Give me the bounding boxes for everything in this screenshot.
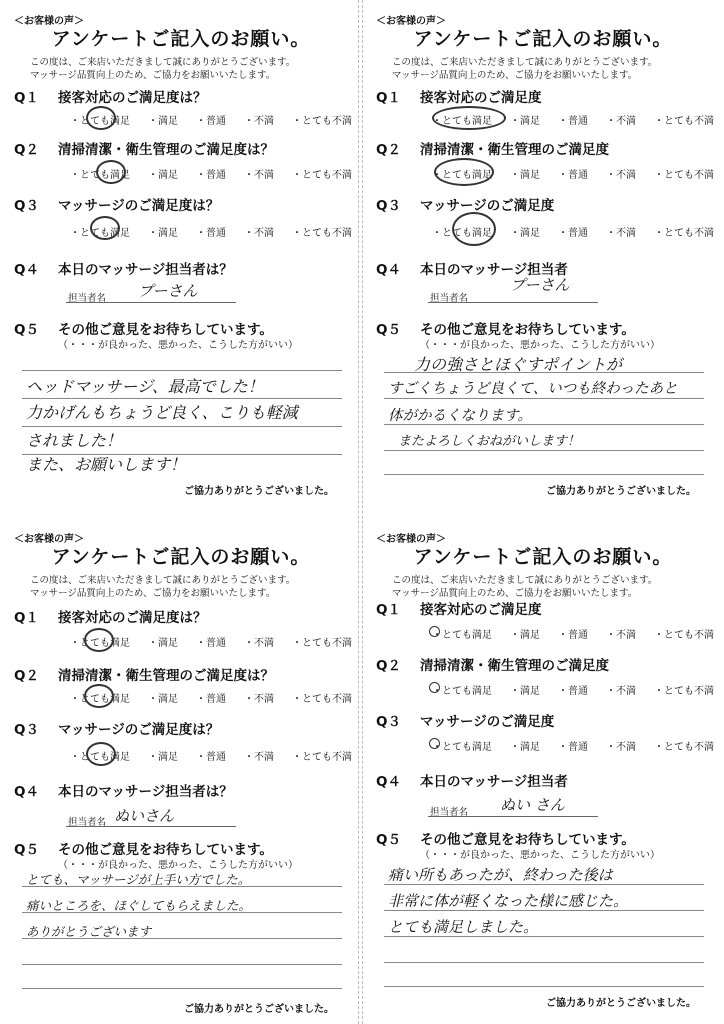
survey-card xyxy=(6,4,356,504)
staff-label: 担当者名 xyxy=(430,807,469,818)
comment-text[interactable]: とても満足しました。 xyxy=(388,918,539,936)
question-number: Q４ xyxy=(14,784,39,800)
option-neutral[interactable]: ・普通 xyxy=(196,228,226,239)
question-text: その他ご意見をお待ちしています。 xyxy=(420,832,635,848)
option-very-satisfied[interactable]: ・とても満足 xyxy=(70,116,130,127)
staff-label: 担当者名 xyxy=(68,817,107,828)
question-number: Q５ xyxy=(376,322,401,338)
comment-line xyxy=(384,398,704,399)
question-4 xyxy=(14,780,233,800)
question-number: Q３ xyxy=(376,198,401,214)
option-neutral[interactable]: ・普通 xyxy=(558,686,588,697)
option-neutral[interactable]: ・普通 xyxy=(196,116,226,127)
intro-line: マッサージ品質向上のため、ご協力をお願いいたします。 xyxy=(30,70,276,81)
thanks-note: ご協力ありがとうございました。 xyxy=(184,486,334,497)
option-very-dissatisfied[interactable]: ・とても不満 xyxy=(654,630,714,641)
option-satisfied[interactable]: ・満足 xyxy=(148,638,178,649)
option-neutral[interactable]: ・普通 xyxy=(558,116,588,127)
card-intro xyxy=(392,574,657,600)
comment-line xyxy=(384,450,704,451)
option-dissatisfied[interactable]: ・不満 xyxy=(606,630,636,641)
option-neutral[interactable]: ・普通 xyxy=(558,170,588,181)
question-number: Q３ xyxy=(376,714,401,730)
question-text: 本日のマッサージ担当者は？ xyxy=(58,784,233,800)
card-intro xyxy=(392,56,657,82)
option-neutral[interactable]: ・普通 xyxy=(558,742,588,753)
comment-text[interactable]: とても、マッサージが上手い方でした。 xyxy=(26,872,251,887)
selected-dot-mark xyxy=(429,738,440,749)
question-4 xyxy=(14,258,233,278)
option-dissatisfied[interactable]: ・不満 xyxy=(244,116,274,127)
intro-line: この度は、ご来店いただきまして誠にありがとうございます。 xyxy=(392,575,658,586)
question-1 xyxy=(376,598,542,618)
intro-line: この度は、ご来店いただきまして誠にありがとうございます。 xyxy=(30,57,296,68)
question-2 xyxy=(14,138,274,158)
question-number: Q３ xyxy=(14,722,39,738)
comment-text[interactable]: 痛いところを、ほぐしてもらえました。 xyxy=(26,898,252,913)
comment-text[interactable]: すごくちょうど良くて、いつも終わったあと xyxy=(388,381,678,397)
staff-line xyxy=(428,816,598,817)
question-number: Q１ xyxy=(376,90,401,106)
question-number: Q５ xyxy=(376,832,401,848)
selected-circle-mark xyxy=(96,160,126,184)
option-satisfied[interactable]: ・満足 xyxy=(148,228,178,239)
question-3 xyxy=(14,194,219,214)
intro-line: マッサージ品質向上のため、ご協力をお願いいたします。 xyxy=(30,588,276,599)
card-title: アンケートご記入のお願い。 xyxy=(51,546,311,568)
card-cut-line xyxy=(362,0,363,1024)
option-very-satisfied[interactable]: ・とても満足 xyxy=(432,170,492,181)
card-title: アンケートご記入のお願い。 xyxy=(51,28,311,50)
question-text: その他ご意見をお待ちしています。 xyxy=(58,322,273,338)
option-very-dissatisfied[interactable]: ・とても不満 xyxy=(292,638,352,649)
question-text: 清掃清潔・衛生管理のご満足度 xyxy=(420,142,609,158)
comment-line xyxy=(384,962,704,963)
rating-scale xyxy=(432,626,718,641)
option-very-dissatisfied[interactable]: ・とても不満 xyxy=(292,170,352,181)
question-5-hint: （・・・が良かった、悪かった、こうした方がいい） xyxy=(420,340,660,351)
comment-text[interactable]: 非常に体が軽くなった様に感じた。 xyxy=(388,892,629,910)
selected-dot-mark xyxy=(429,682,440,693)
question-2 xyxy=(376,138,609,158)
option-very-dissatisfied[interactable]: ・とても不満 xyxy=(654,116,714,127)
question-text: 清掃清潔・衛生管理のご満足度は？ xyxy=(58,668,274,684)
staff-name[interactable]: プーさん xyxy=(138,282,198,300)
question-text: その他ご意見をお待ちしています。 xyxy=(420,322,635,338)
card-intro xyxy=(30,574,295,600)
option-very-satisfied[interactable]: ・とても満足 xyxy=(70,228,130,239)
option-satisfied[interactable]: ・満足 xyxy=(510,170,540,181)
question-text: マッサージのご満足度は？ xyxy=(58,722,220,738)
question-number: Q２ xyxy=(376,658,401,674)
option-neutral[interactable]: ・普通 xyxy=(558,228,588,239)
thanks-note: ご協力ありがとうございました。 xyxy=(184,1004,334,1015)
staff-line xyxy=(428,302,598,303)
question-5-hint: （・・・が良かった、悪かった、こうした方がいい） xyxy=(58,860,298,871)
question-number: Q４ xyxy=(376,774,401,790)
question-text: 接客対応のご満足度 xyxy=(420,90,542,106)
question-number: Q１ xyxy=(14,90,39,106)
question-5 xyxy=(14,838,273,858)
card-intro xyxy=(30,56,295,82)
question-number: Q５ xyxy=(14,842,39,858)
intro-line: この度は、ご来店いただきまして誠にありがとうございます。 xyxy=(30,575,296,586)
selected-circle-mark xyxy=(452,212,496,246)
staff-name[interactable]: ぬいさん xyxy=(114,807,175,825)
option-dissatisfied[interactable]: ・不満 xyxy=(244,752,274,763)
option-very-satisfied[interactable]: ・とても満足 xyxy=(70,694,130,705)
option-satisfied[interactable]: ・満足 xyxy=(148,170,178,181)
selected-circle-mark xyxy=(90,216,120,240)
option-very-satisfied[interactable]: ・とても満足 xyxy=(432,228,492,239)
option-very-satisfied[interactable]: ・とても満足 xyxy=(432,630,492,641)
question-number: Q１ xyxy=(14,610,39,626)
option-very-dissatisfied[interactable]: ・とても不満 xyxy=(292,228,352,239)
option-dissatisfied[interactable]: ・不満 xyxy=(244,170,274,181)
option-very-satisfied[interactable]: ・とても満足 xyxy=(432,686,492,697)
option-dissatisfied[interactable]: ・不満 xyxy=(244,694,274,705)
option-very-dissatisfied[interactable]: ・とても不満 xyxy=(654,170,714,181)
selected-circle-mark xyxy=(86,742,116,766)
option-satisfied[interactable]: ・満足 xyxy=(510,116,540,127)
question-5-hint: （・・・が良かった、悪かった、こうした方がいい） xyxy=(58,340,298,351)
question-number: Q４ xyxy=(14,262,39,278)
intro-line: マッサージ品質向上のため、ご協力をお願いいたします。 xyxy=(392,70,638,81)
question-number: Q２ xyxy=(14,668,39,684)
intro-line: マッサージ品質向上のため、ご協力をお願いいたします。 xyxy=(392,588,638,599)
card-tag: ＜お客様の声＞ xyxy=(14,16,84,27)
question-number: Q５ xyxy=(14,322,39,338)
card-tag: ＜お客様の声＞ xyxy=(14,534,84,545)
option-dissatisfied[interactable]: ・不満 xyxy=(606,228,636,239)
question-text: 本日のマッサージ担当者は？ xyxy=(58,262,233,278)
question-5-hint: （・・・が良かった、悪かった、こうした方がいい） xyxy=(420,850,660,861)
option-satisfied[interactable]: ・満足 xyxy=(510,742,540,753)
selected-circle-mark xyxy=(432,106,506,130)
option-very-dissatisfied[interactable]: ・とても不満 xyxy=(292,752,352,763)
question-2 xyxy=(376,654,609,674)
option-neutral[interactable]: ・普通 xyxy=(196,638,226,649)
question-text: マッサージのご満足度 xyxy=(420,714,555,730)
staff-name[interactable]: プーさん xyxy=(510,276,570,294)
option-dissatisfied[interactable]: ・不満 xyxy=(606,742,636,753)
option-dissatisfied[interactable]: ・不満 xyxy=(244,228,274,239)
comment-text[interactable]: されました！ xyxy=(26,431,123,450)
option-satisfied[interactable]: ・満足 xyxy=(148,116,178,127)
option-dissatisfied[interactable]: ・不満 xyxy=(606,686,636,697)
question-text: 清掃清潔・衛生管理のご満足度は？ xyxy=(58,142,274,158)
comment-text[interactable]: またよろしくおねがいします！ xyxy=(398,434,581,449)
question-text: 接客対応のご満足度は？ xyxy=(58,90,207,106)
comment-text[interactable]: ヘッドマッサージ、最高でした！ xyxy=(26,377,264,396)
selected-circle-mark xyxy=(84,684,114,708)
option-very-satisfied[interactable]: ・とても満足 xyxy=(432,116,492,127)
selected-circle-mark xyxy=(86,106,116,130)
question-number: Q２ xyxy=(14,142,39,158)
comment-line xyxy=(384,986,704,987)
option-very-dissatisfied[interactable]: ・とても不満 xyxy=(654,686,714,697)
survey-card xyxy=(6,522,356,1022)
survey-card xyxy=(368,4,718,504)
comment-text[interactable]: 力の強さとほぐすポイントが xyxy=(414,355,623,374)
card-title: アンケートご記入のお願い。 xyxy=(413,28,673,50)
comment-line xyxy=(384,474,704,475)
question-text: 本日のマッサージ担当者 xyxy=(420,774,568,790)
option-satisfied[interactable]: ・満足 xyxy=(510,630,540,641)
survey-card xyxy=(368,522,718,1022)
question-number: Q１ xyxy=(376,602,401,618)
question-1 xyxy=(14,606,207,626)
option-satisfied[interactable]: ・満足 xyxy=(148,694,178,705)
card-cut-line xyxy=(358,0,359,1024)
question-number: Q４ xyxy=(376,262,401,278)
comment-line xyxy=(22,398,342,399)
option-very-dissatisfied[interactable]: ・とても不満 xyxy=(292,116,352,127)
option-very-dissatisfied[interactable]: ・とても不満 xyxy=(654,742,714,753)
option-very-satisfied[interactable]: ・とても満足 xyxy=(70,638,130,649)
staff-name[interactable]: ぬい さん xyxy=(500,796,565,814)
question-3 xyxy=(376,194,554,214)
thanks-note: ご協力ありがとうございました。 xyxy=(546,486,696,497)
option-satisfied[interactable]: ・満足 xyxy=(510,686,540,697)
comment-line xyxy=(22,988,342,989)
comment-line xyxy=(22,370,342,371)
question-1 xyxy=(14,86,207,106)
comment-line xyxy=(22,964,342,965)
option-dissatisfied[interactable]: ・不満 xyxy=(606,116,636,127)
option-very-satisfied[interactable]: ・とても満足 xyxy=(70,170,130,181)
option-satisfied[interactable]: ・満足 xyxy=(148,752,178,763)
question-5 xyxy=(376,828,635,848)
selected-dot-mark xyxy=(429,626,440,637)
option-dissatisfied[interactable]: ・不満 xyxy=(606,170,636,181)
card-tag: ＜お客様の声＞ xyxy=(376,16,446,27)
card-tag: ＜お客様の声＞ xyxy=(376,534,446,545)
staff-label: 担当者名 xyxy=(68,293,107,304)
option-neutral[interactable]: ・普通 xyxy=(196,170,226,181)
question-4 xyxy=(376,770,568,790)
question-text: マッサージのご満足度 xyxy=(420,198,555,214)
rating-scale xyxy=(432,682,718,697)
question-text: 接客対応のご満足度は？ xyxy=(58,610,207,626)
question-3 xyxy=(376,710,554,730)
question-3 xyxy=(14,718,219,738)
comment-text[interactable]: ありがとうございます xyxy=(26,924,152,939)
option-satisfied[interactable]: ・満足 xyxy=(510,228,540,239)
question-text: マッサージのご満足度は？ xyxy=(58,198,220,214)
rating-scale xyxy=(432,738,718,753)
comment-text[interactable]: また、お願いします！ xyxy=(26,455,187,474)
comment-text[interactable]: 力かげんもちょうど良く、こりも軽減 xyxy=(26,403,298,422)
option-neutral[interactable]: ・普通 xyxy=(196,694,226,705)
question-text: その他ご意見をお待ちしています。 xyxy=(58,842,273,858)
staff-label: 担当者名 xyxy=(430,293,469,304)
question-1 xyxy=(376,86,542,106)
option-very-satisfied[interactable]: ・とても満足 xyxy=(432,742,492,753)
selected-circle-mark xyxy=(434,158,494,186)
question-5 xyxy=(14,318,273,338)
question-text: 清掃清潔・衛生管理のご満足度 xyxy=(420,658,609,674)
question-text: 接客対応のご満足度 xyxy=(420,602,542,618)
comment-text[interactable]: 痛い所もあったが、終わった後は xyxy=(388,866,613,884)
card-title: アンケートご記入のお願い。 xyxy=(413,546,673,568)
question-text: 本日のマッサージ担当者 xyxy=(420,262,568,278)
option-very-dissatisfied[interactable]: ・とても不満 xyxy=(292,694,352,705)
question-number: Q３ xyxy=(14,198,39,214)
option-neutral[interactable]: ・普通 xyxy=(196,752,226,763)
option-dissatisfied[interactable]: ・不満 xyxy=(244,638,274,649)
question-2 xyxy=(14,664,274,684)
question-number: Q２ xyxy=(376,142,401,158)
option-neutral[interactable]: ・普通 xyxy=(558,630,588,641)
staff-line xyxy=(66,826,236,827)
comment-line xyxy=(22,426,342,427)
option-very-satisfied[interactable]: ・とても満足 xyxy=(70,752,130,763)
intro-line: この度は、ご来店いただきまして誠にありがとうございます。 xyxy=(392,57,658,68)
staff-line xyxy=(66,302,236,303)
selected-circle-mark xyxy=(84,628,114,652)
comment-text[interactable]: 体がかるくなります。 xyxy=(388,408,532,424)
question-5 xyxy=(376,318,635,338)
thanks-note: ご協力ありがとうございました。 xyxy=(546,998,696,1009)
option-very-dissatisfied[interactable]: ・とても不満 xyxy=(654,228,714,239)
